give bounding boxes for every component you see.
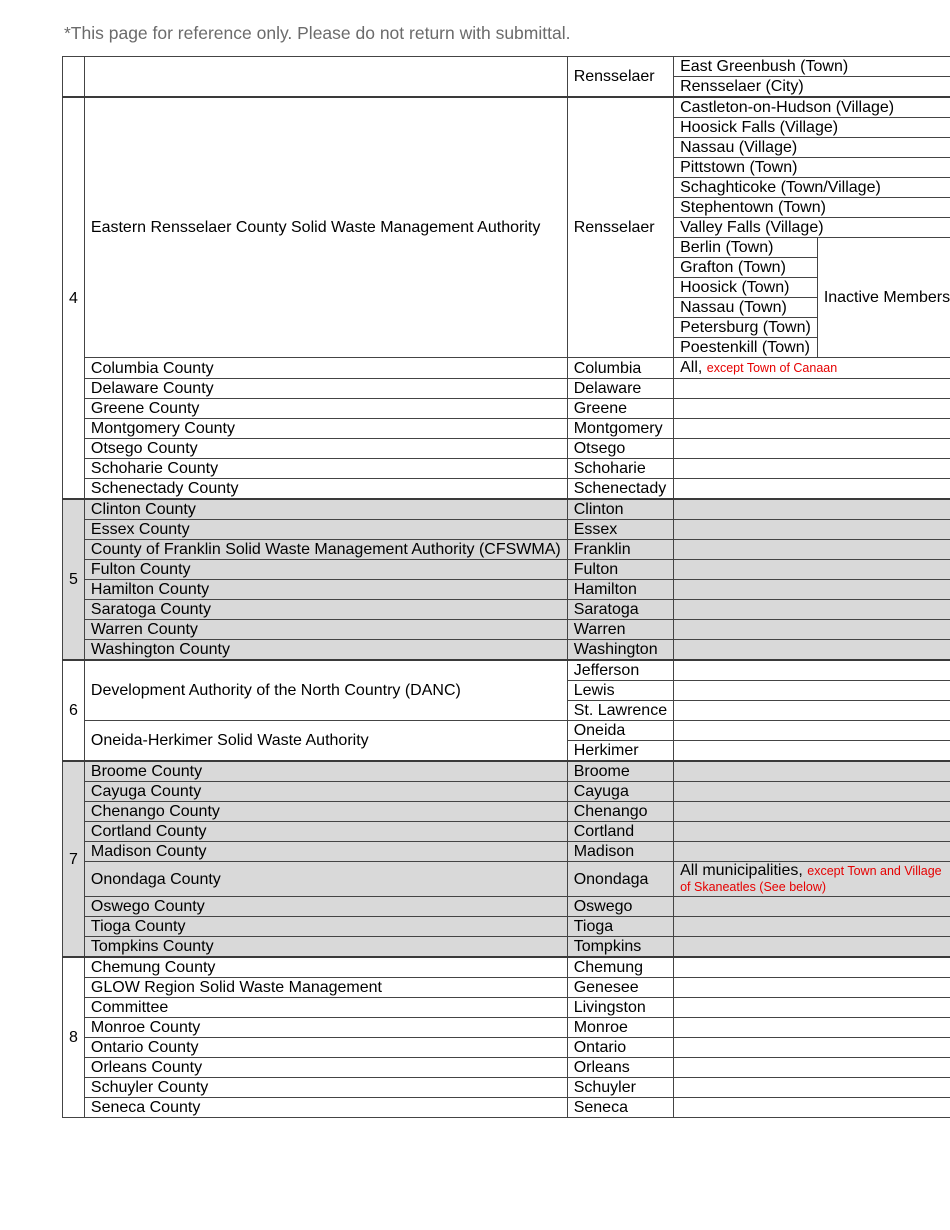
planning-unit-cell: Columbia County [84, 358, 567, 379]
county-cell: Delaware [567, 379, 673, 399]
municipality-cell: Pittstown (Town) [674, 158, 950, 178]
county-cell: Orleans [567, 1058, 673, 1078]
municipality-cell [674, 917, 950, 937]
county-cell: Lewis [567, 681, 673, 701]
region-number: 5 [63, 499, 85, 660]
municipality-cell [674, 1018, 950, 1038]
municipality-cell: Stephentown (Town) [674, 198, 950, 218]
county-cell: Otsego [567, 439, 673, 459]
planning-unit-cell: Seneca County [84, 1098, 567, 1118]
municipality-cell [674, 1078, 950, 1098]
municipality-cell [674, 1038, 950, 1058]
table-row [63, 978, 950, 998]
municipality-cell [674, 580, 950, 600]
county-cell: Onondaga [567, 862, 673, 897]
municipality-cell [674, 782, 950, 802]
municipality-cell [674, 701, 950, 721]
table-row [63, 459, 950, 479]
planning-unit-cell: Tioga County [84, 917, 567, 937]
municipality-cell [674, 600, 950, 620]
planning-unit-cell: County of Franklin Solid Waste Management Authority (CFSWMA) [84, 540, 567, 560]
county-cell: Monroe [567, 1018, 673, 1038]
planning-unit-cell: GLOW Region Solid Waste Management [84, 978, 567, 998]
county-cell: Columbia [567, 358, 673, 379]
inactive-municipality-cell: Poestenkill (Town) [674, 338, 818, 358]
municipality-cell [674, 499, 950, 520]
table-row [63, 600, 950, 620]
municipality-cell [674, 560, 950, 580]
planning-unit-cell: Warren County [84, 620, 567, 640]
municipality-cell [674, 998, 950, 1018]
planning-unit-cell: Orleans County [84, 1058, 567, 1078]
table-row [63, 419, 950, 439]
municipality-cell [674, 842, 950, 862]
county-cell: Fulton [567, 560, 673, 580]
county-cell: Schoharie [567, 459, 673, 479]
planning-unit-cell: Monroe County [84, 1018, 567, 1038]
municipality-cell [674, 681, 950, 701]
planning-unit-cell: Development Authority of the North Country (DANC) [84, 660, 567, 721]
onondaga-note [680, 863, 950, 895]
county-cell: Franklin [567, 540, 673, 560]
planning-unit-cell: Hamilton County [84, 580, 567, 600]
planning-unit-cell: Saratoga County [84, 600, 567, 620]
note-exception: except Town of Canaan [706, 361, 838, 375]
county-cell: Broome [567, 761, 673, 782]
planning-unit-cell: Washington County [84, 640, 567, 661]
table-row [63, 721, 950, 741]
inactive-municipality-cell: Berlin (Town) [674, 238, 818, 258]
table-row [63, 439, 950, 459]
municipality-cell [674, 479, 950, 500]
table-row [63, 937, 950, 958]
table-row [63, 97, 950, 118]
municipality-cell [674, 937, 950, 958]
county-cell: Genesee [567, 978, 673, 998]
table-row [63, 822, 950, 842]
table-row [63, 580, 950, 600]
municipality-cell [674, 419, 950, 439]
municipality-cell: Valley Falls (Village) [674, 218, 950, 238]
county-cell: Rensselaer [567, 57, 673, 98]
planning-unit-cell: Clinton County [84, 499, 567, 520]
table-row [63, 957, 950, 978]
municipality-cell [674, 379, 950, 399]
municipality-cell [674, 439, 950, 459]
county-cell: Ontario [567, 1038, 673, 1058]
county-cell: Washington [567, 640, 673, 661]
municipality-cell: Schaghticoke (Town/Village) [674, 178, 950, 198]
table-row [63, 1058, 950, 1078]
table-row [63, 1078, 950, 1098]
municipality-cell [674, 540, 950, 560]
region-number: 4 [63, 97, 85, 499]
planning-unit-cell: Schoharie County [84, 459, 567, 479]
table-row [63, 379, 950, 399]
table-row [63, 660, 950, 681]
planning-unit-cell: Schuyler County [84, 1078, 567, 1098]
municipality-cell [674, 640, 950, 661]
county-cell: Schuyler [567, 1078, 673, 1098]
table-row [63, 842, 950, 862]
planning-unit-cell: Broome County [84, 761, 567, 782]
planning-unit-cell: Greene County [84, 399, 567, 419]
planning-unit-cell: Cayuga County [84, 782, 567, 802]
planning-unit-cell: Delaware County [84, 379, 567, 399]
table-row [63, 1038, 950, 1058]
table-row [63, 1098, 950, 1118]
planning-unit-cell [84, 57, 567, 98]
planning-unit-cell: Tompkins County [84, 937, 567, 958]
county-cell: Warren [567, 620, 673, 640]
planning-unit-cell: Chenango County [84, 802, 567, 822]
municipality-cell [674, 399, 950, 419]
planning-unit-cell: Oswego County [84, 897, 567, 917]
county-cell: Greene [567, 399, 673, 419]
planning-unit-cell: Fulton County [84, 560, 567, 580]
municipality-cell [674, 520, 950, 540]
municipality-cell [674, 1098, 950, 1118]
table-row [63, 802, 950, 822]
region-number-cell [63, 57, 85, 98]
table-row [63, 897, 950, 917]
table-row [63, 560, 950, 580]
table-row [63, 520, 950, 540]
table-row [63, 917, 950, 937]
planning-unit-cell: Ontario County [84, 1038, 567, 1058]
municipality-cell [674, 761, 950, 782]
municipality-note-cell [674, 862, 950, 897]
county-cell: Chenango [567, 802, 673, 822]
planning-unit-cell: Onondaga County [84, 862, 567, 897]
county-cell: Seneca [567, 1098, 673, 1118]
county-cell: Chemung [567, 957, 673, 978]
county-cell: Herkimer [567, 741, 673, 762]
table-row [63, 479, 950, 500]
planning-unit-cell: Eastern Rensselaer County Solid Waste Management Authority [84, 97, 567, 358]
municipality-cell: Nassau (Village) [674, 138, 950, 158]
municipality-cell [674, 660, 950, 681]
note-main: All municipalities, [680, 862, 803, 879]
table-row [63, 620, 950, 640]
planning-unit-cell: Chemung County [84, 957, 567, 978]
table-row [63, 57, 950, 77]
inactive-municipality-cell: Petersburg (Town) [674, 318, 818, 338]
table-row [63, 499, 950, 520]
county-cell: Jefferson [567, 660, 673, 681]
municipality-cell: Rensselaer (City) [674, 77, 950, 98]
inactive-municipality-cell: Nassau (Town) [674, 298, 818, 318]
inactive-members-label: Inactive Members [817, 238, 950, 358]
reference-note: *This page for reference only. Please do not return with submittal. [64, 23, 571, 43]
planning-unit-cell: Cortland County [84, 822, 567, 842]
municipality-cell [674, 1058, 950, 1078]
county-cell: Clinton [567, 499, 673, 520]
planning-unit-cell: Madison County [84, 842, 567, 862]
county-cell: St. Lawrence [567, 701, 673, 721]
inactive-municipality-cell: Hoosick (Town) [674, 278, 818, 298]
municipality-note-cell [674, 358, 950, 379]
table-row [63, 998, 950, 1018]
county-cell: Montgomery [567, 419, 673, 439]
municipality-cell [674, 978, 950, 998]
planning-unit-cell: Schenectady County [84, 479, 567, 500]
county-cell: Hamilton [567, 580, 673, 600]
region-number: 8 [63, 957, 85, 1118]
municipality-cell [674, 620, 950, 640]
note-exception: except Town and Village of Skaneatles (See below) [680, 864, 942, 894]
county-cell: Essex [567, 520, 673, 540]
municipality-cell: Hoosick Falls (Village) [674, 118, 950, 138]
planning-unit-cell: Committee [84, 998, 567, 1018]
planning-unit-cell: Montgomery County [84, 419, 567, 439]
table-row [63, 862, 950, 897]
municipality-cell [674, 957, 950, 978]
note-main: All, [680, 359, 703, 376]
inactive-municipality-cell: Grafton (Town) [674, 258, 818, 278]
municipality-cell [674, 459, 950, 479]
municipality-cell [674, 802, 950, 822]
municipality-cell: East Greenbush (Town) [674, 57, 950, 77]
county-cell: Oswego [567, 897, 673, 917]
county-cell: Livingston [567, 998, 673, 1018]
table-row [63, 358, 950, 379]
county-cell: Rensselaer [567, 97, 673, 358]
planning-unit-cell: Essex County [84, 520, 567, 540]
municipality-cell: Castleton-on-Hudson (Village) [674, 97, 950, 118]
planning-units-table [62, 56, 950, 1118]
municipality-cell [674, 721, 950, 741]
region-number: 7 [63, 761, 85, 957]
county-cell: Madison [567, 842, 673, 862]
table-row [63, 782, 950, 802]
planning-unit-cell: Oneida-Herkimer Solid Waste Authority [84, 721, 567, 762]
county-cell: Oneida [567, 721, 673, 741]
county-cell: Tioga [567, 917, 673, 937]
planning-unit-cell: Otsego County [84, 439, 567, 459]
table-row [63, 399, 950, 419]
county-cell: Cayuga [567, 782, 673, 802]
table-row [63, 761, 950, 782]
county-cell: Saratoga [567, 600, 673, 620]
region-number: 6 [63, 660, 85, 761]
county-cell: Tompkins [567, 937, 673, 958]
county-cell: Schenectady [567, 479, 673, 500]
municipality-cell [674, 897, 950, 917]
table-row [63, 540, 950, 560]
table-row [63, 1018, 950, 1038]
municipality-cell [674, 822, 950, 842]
county-cell: Cortland [567, 822, 673, 842]
municipality-cell [674, 741, 950, 762]
table-row [63, 640, 950, 661]
